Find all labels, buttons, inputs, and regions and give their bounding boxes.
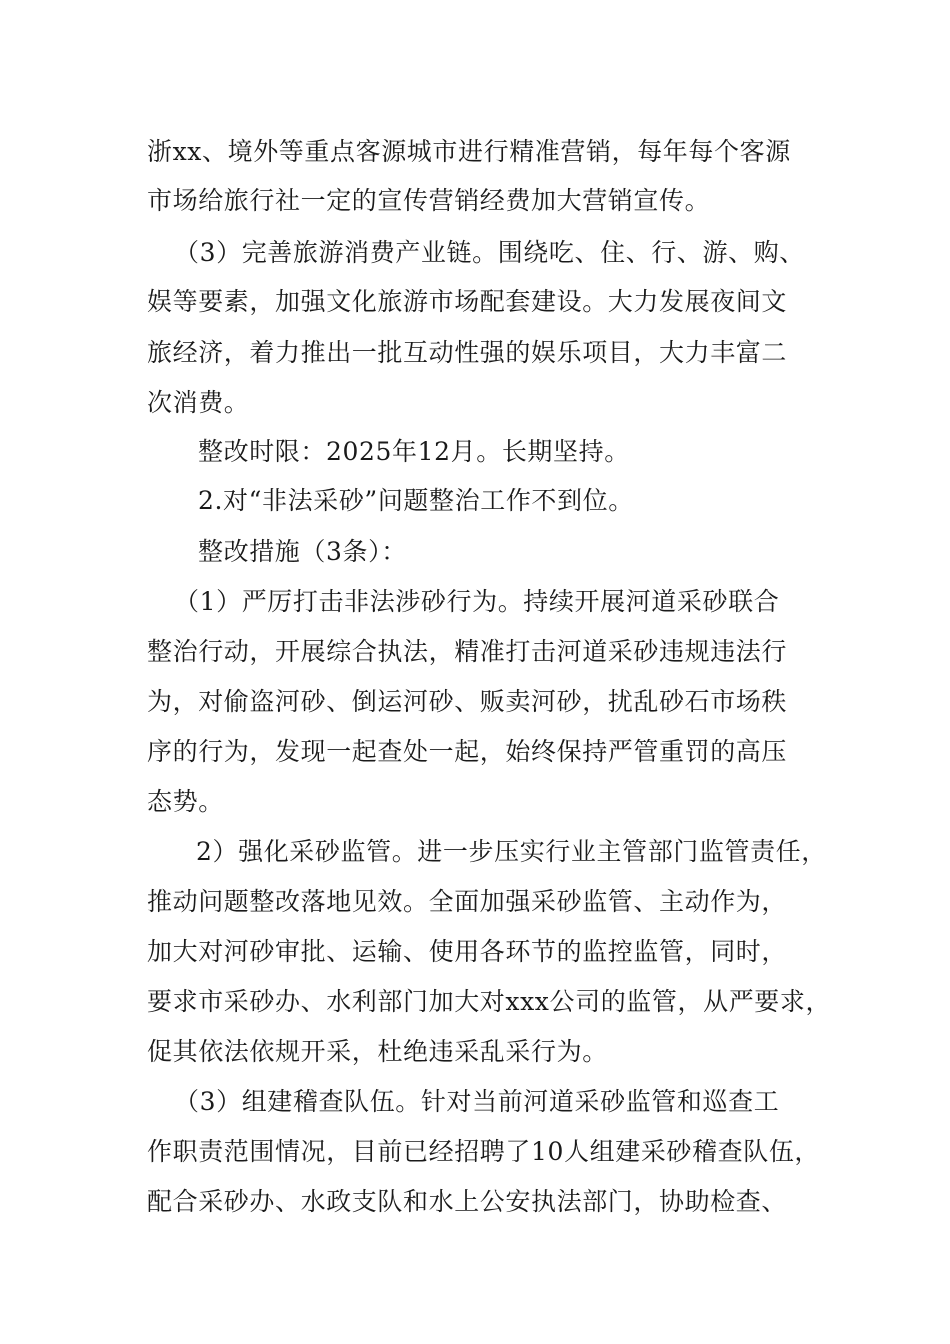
text-line: 配合采砂办、水政支队和水上公安执法部门，协助检查、 (147, 1187, 788, 1216)
text-line: 整治行动，开展综合执法，精准打击河道采砂违规违法行 (147, 637, 788, 666)
text-line: 整改时限：2025年12月。长期坚持。 (198, 437, 630, 466)
text-line: （3）组建稽查队伍。针对当前河道采砂监管和巡查工 (174, 1087, 780, 1116)
text-line: 2.对“非法采砂”问题整治工作不到位。 (198, 486, 634, 515)
text-line: 娱等要素，加强文化旅游市场配套建设。大力发展夜间文 (147, 287, 788, 316)
text-line: 加大对河砂审批、运输、使用各环节的监控监管，同时， (147, 937, 788, 966)
text-line: 次消费。 (147, 388, 250, 417)
text-line: （3）完善旅游消费产业链。围绕吃、住、行、游、购、 (174, 238, 805, 267)
text-line: 浙xx、境外等重点客源城市进行精准营销，每年每个客源 (147, 137, 791, 166)
text-line: 促其依法依规开采，杜绝违采乱采行为。 (147, 1037, 608, 1066)
text-line: 市场给旅行社一定的宣传营销经费加大营销宣传。 (147, 186, 711, 215)
text-line: 为，对偷盗河砂、倒运河砂、贩卖河砂，扰乱砂石市场秩 (147, 687, 788, 716)
text-line: 态势。 (147, 787, 224, 816)
text-line: 2）强化采砂监管。进一步压实行业主管部门监管责任， (196, 837, 827, 866)
text-line: 整改措施（3条）： (198, 537, 407, 566)
text-line: 推动问题整改落地见效。全面加强采砂监管、主动作为， (147, 887, 788, 916)
text-line: 旅经济，着力推出一批互动性强的娱乐项目，大力丰富二 (147, 338, 788, 367)
text-line: 序的行为，发现一起查处一起，始终保持严管重罚的高压 (147, 737, 788, 766)
text-line: 作职责范围情况，目前已经招聘了10人组建采砂稽查队伍， (147, 1137, 821, 1166)
text-line: 要求市采砂办、水利部门加大对xxx公司的监管，从严要求， (147, 987, 832, 1016)
text-line: （1）严厉打击非法涉砂行为。持续开展河道采砂联合 (174, 587, 780, 616)
